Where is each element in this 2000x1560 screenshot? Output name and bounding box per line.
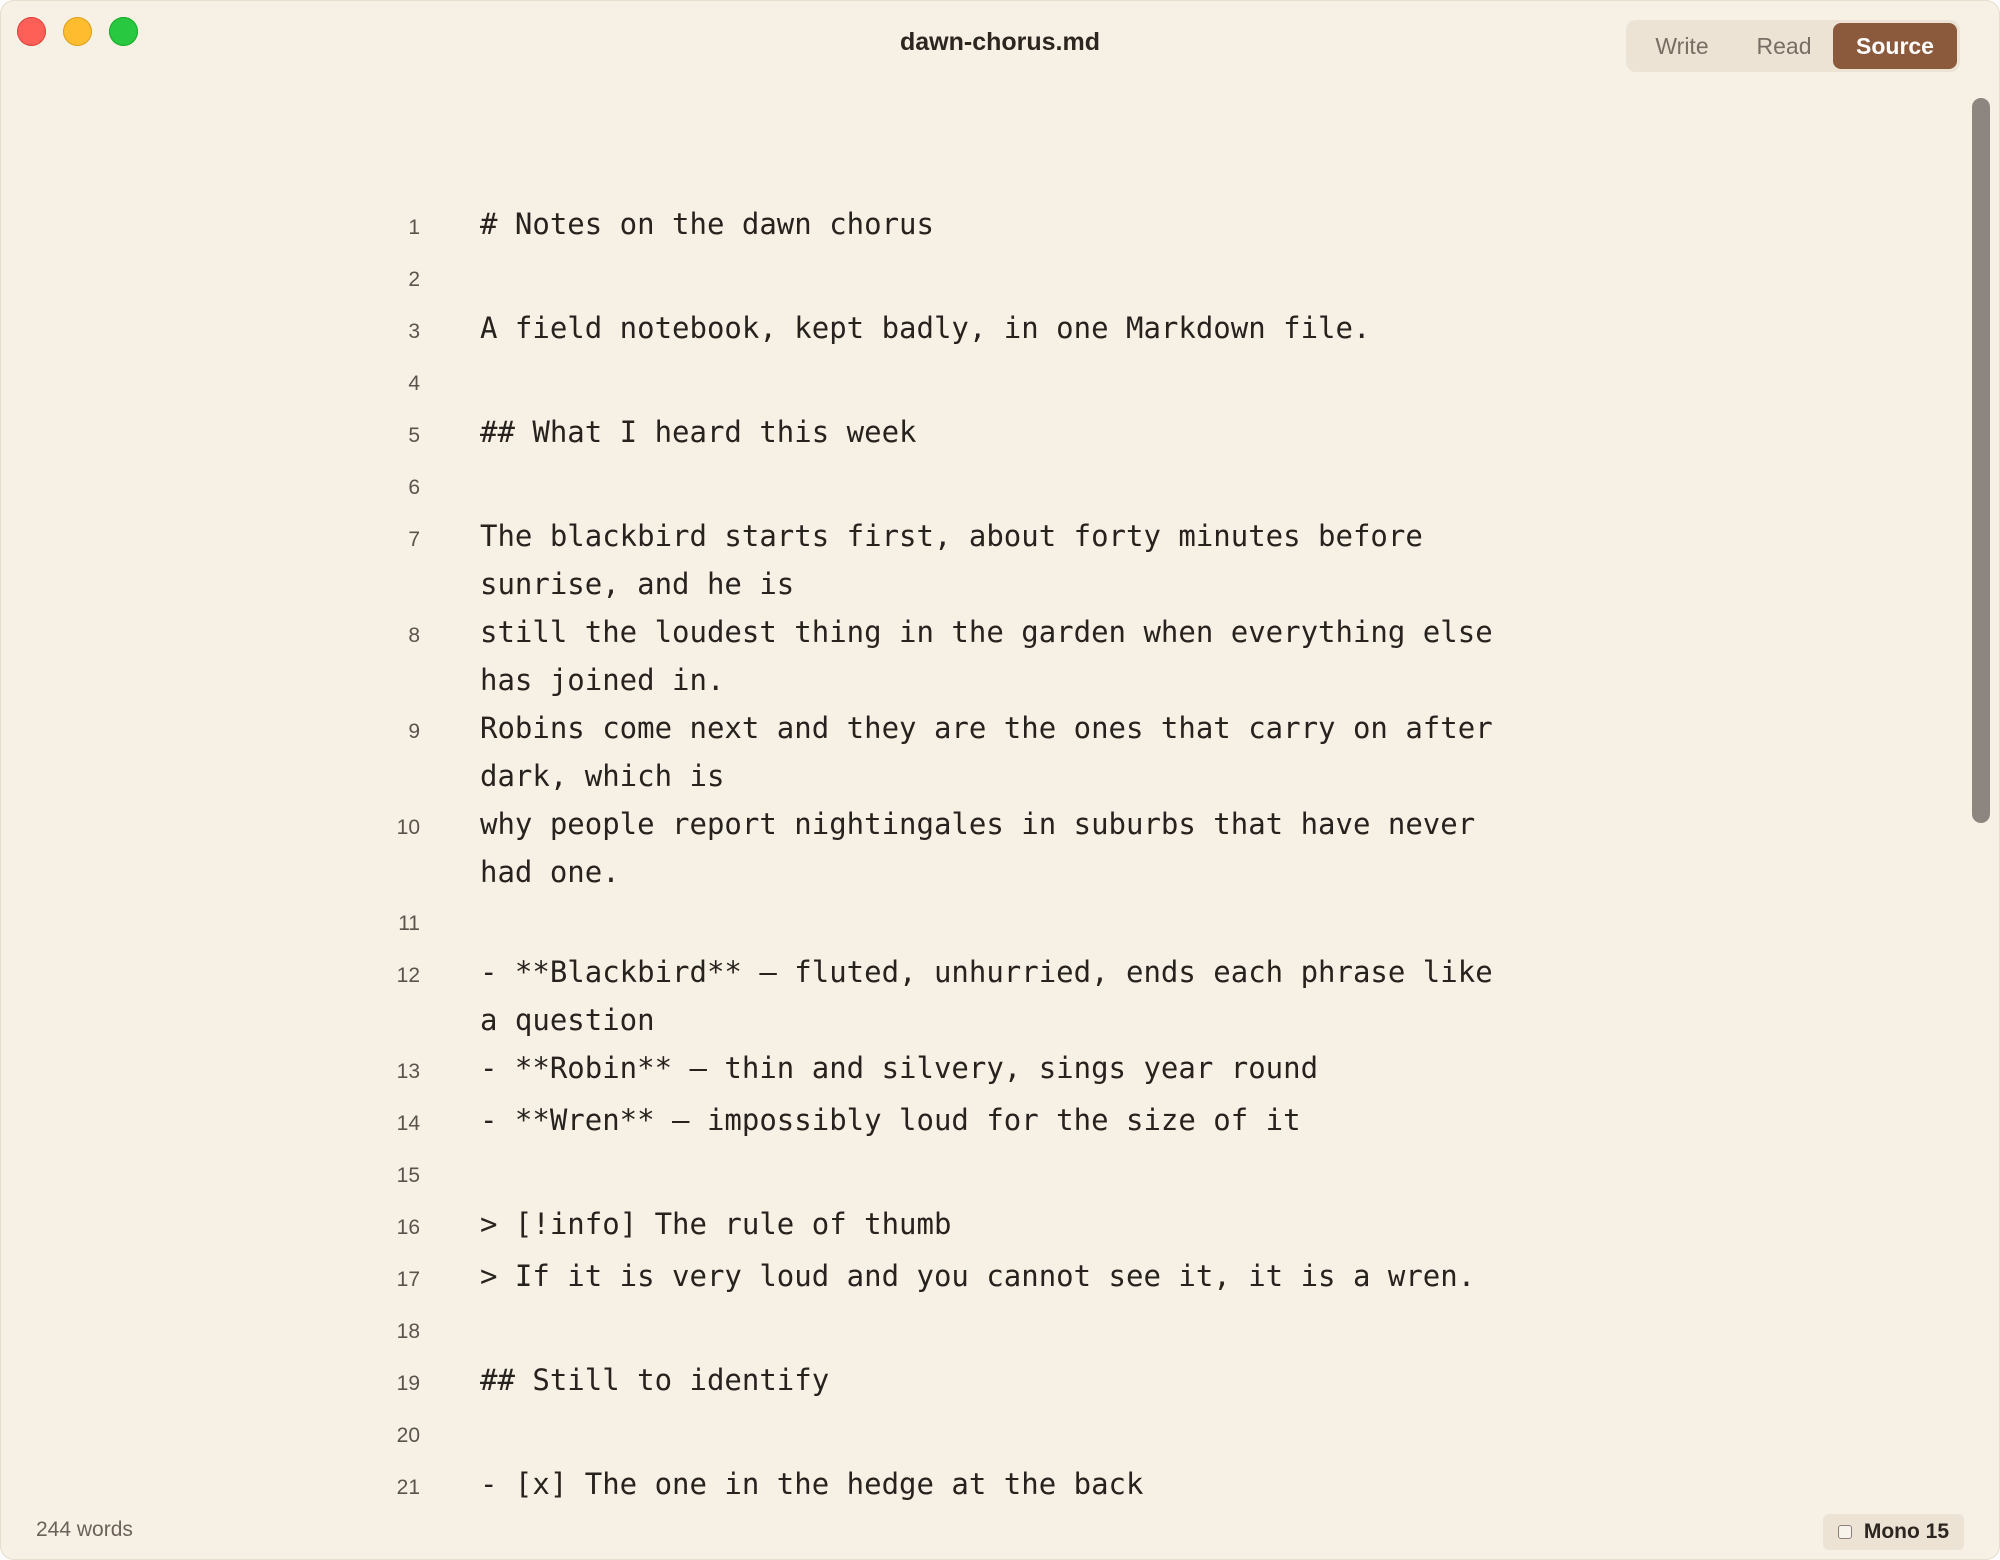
- line-text[interactable]: ## What I heard this week: [480, 415, 917, 449]
- editor-line[interactable]: [0, 512, 1960, 608]
- line-number: 17: [396, 1268, 420, 1291]
- editor-line[interactable]: [0, 304, 1960, 356]
- font-selector-button[interactable]: [1823, 1514, 1964, 1550]
- line-number: 12: [396, 964, 420, 987]
- scrollbar-thumb[interactable]: [1972, 98, 1990, 823]
- editor-line[interactable]: [0, 608, 1960, 704]
- line-text[interactable]: A field notebook, kept badly, in one Markdown file.: [480, 311, 1371, 345]
- view-mode-switcher: [1626, 20, 1960, 72]
- line-number: 15: [396, 1164, 420, 1187]
- line-number: 2: [408, 268, 420, 291]
- line-text[interactable]: Robins come next and they are the ones that carry on after dark, which is: [480, 711, 1511, 793]
- editor-line[interactable]: [0, 1252, 1960, 1304]
- line-number: 4: [408, 372, 420, 395]
- line-number: 19: [396, 1372, 420, 1395]
- line-number: 11: [398, 912, 420, 935]
- editor-line[interactable]: [0, 800, 1960, 896]
- line-text[interactable]: - **Wren** — impossibly loud for the size of it: [480, 1103, 1301, 1137]
- source-mode-button[interactable]: Source: [1833, 23, 1957, 69]
- font-square-icon: [1838, 1525, 1852, 1539]
- editor-line[interactable]: [0, 460, 1960, 512]
- editor-line[interactable]: [0, 1460, 1960, 1500]
- line-text[interactable]: - **Blackbird** — fluted, unhurried, ends each phrase like a question: [480, 955, 1511, 1037]
- line-number: 14: [396, 1112, 420, 1135]
- line-number: 18: [396, 1320, 420, 1343]
- line-number: 1: [408, 216, 420, 239]
- line-number: 10: [396, 816, 420, 839]
- editor-line[interactable]: [0, 252, 1960, 304]
- editor-line[interactable]: [0, 704, 1960, 800]
- read-mode-button[interactable]: Read: [1756, 33, 1812, 59]
- line-text[interactable]: # Notes on the dawn chorus: [480, 207, 934, 241]
- line-number: 7: [408, 528, 420, 551]
- word-count: 244 words: [36, 1518, 133, 1541]
- editor-line[interactable]: [0, 1044, 1960, 1096]
- line-number: 9: [408, 720, 420, 743]
- font-label: Mono 15: [1863, 1520, 1949, 1543]
- window-title: dawn-chorus.md: [899, 28, 1100, 56]
- line-text[interactable]: - [x] The one in the hedge at the back: [480, 1467, 1144, 1500]
- line-text[interactable]: still the loudest thing in the garden when everything else has joined in.: [480, 615, 1511, 697]
- editor-line[interactable]: [0, 948, 1960, 1044]
- editor-line[interactable]: [0, 1356, 1960, 1408]
- line-number: 16: [396, 1216, 420, 1239]
- editor-line[interactable]: [0, 1200, 1960, 1252]
- editor-line[interactable]: [0, 1304, 1960, 1356]
- line-number: 8: [408, 624, 420, 647]
- line-text[interactable]: > If it is very loud and you cannot see it, it is a wren.: [480, 1259, 1476, 1293]
- line-text[interactable]: > [!info] The rule of thumb: [480, 1207, 952, 1241]
- source-editor[interactable]: [0, 200, 1960, 1500]
- editor-line[interactable]: [0, 200, 1960, 252]
- line-number: 6: [408, 476, 420, 499]
- line-text[interactable]: - **Robin** — thin and silvery, sings year round: [480, 1051, 1319, 1085]
- editor-line[interactable]: [0, 356, 1960, 408]
- editor-line[interactable]: [0, 896, 1960, 948]
- editor-line[interactable]: [0, 1148, 1960, 1200]
- line-number: 21: [396, 1476, 420, 1499]
- line-text[interactable]: ## Still to identify: [480, 1363, 830, 1397]
- line-number: 13: [396, 1060, 420, 1083]
- editor-line[interactable]: [0, 1408, 1960, 1460]
- write-mode-button[interactable]: Write: [1655, 33, 1709, 59]
- line-text[interactable]: why people report nightingales in suburbs that have never had one.: [480, 807, 1493, 889]
- line-number: 20: [396, 1424, 420, 1447]
- editor-line[interactable]: [0, 1096, 1960, 1148]
- line-number: 5: [408, 424, 420, 447]
- line-text[interactable]: The blackbird starts first, about forty minutes before sunrise, and he is: [480, 519, 1441, 601]
- editor-line[interactable]: [0, 408, 1960, 460]
- line-number: 3: [408, 320, 420, 343]
